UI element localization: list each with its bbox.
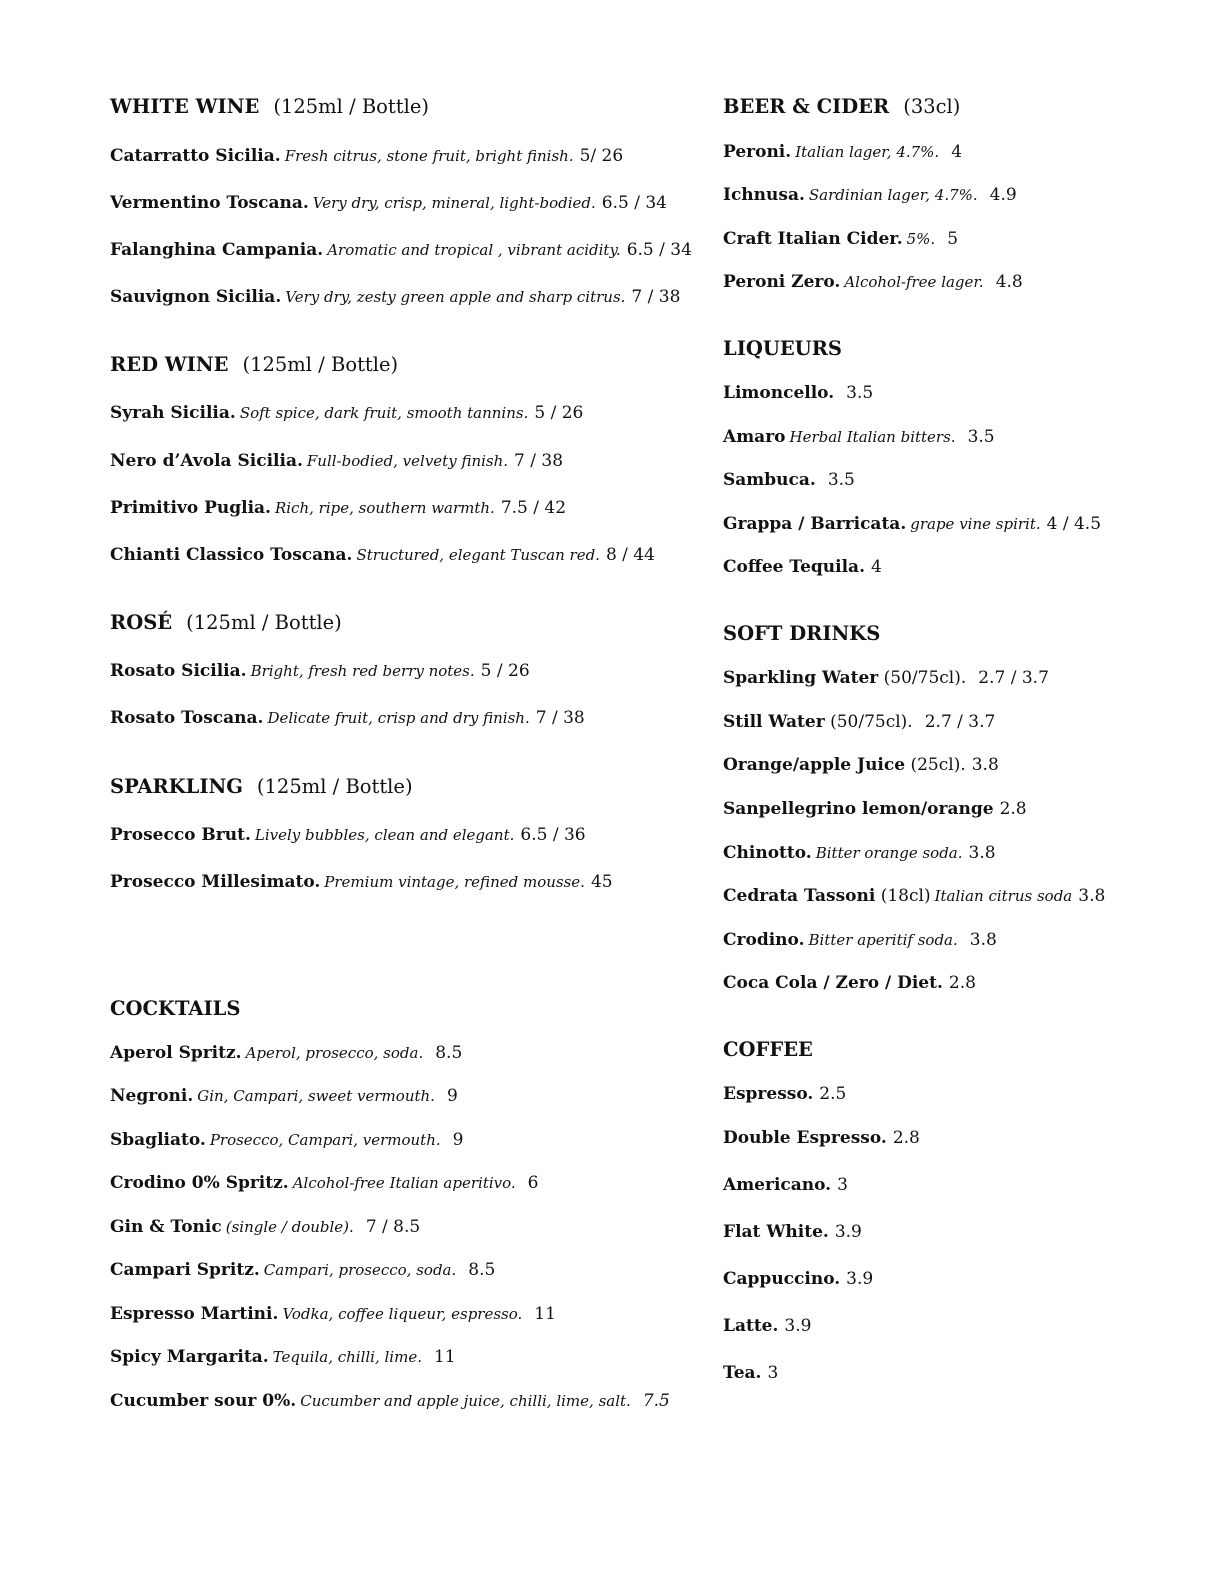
item-price: 4.9 xyxy=(989,185,1017,205)
item-name: Chinotto. xyxy=(723,843,812,863)
item-price: 4.8 xyxy=(995,272,1023,292)
menu-item xyxy=(110,239,692,261)
item-description: Sardinian lager, 4.7%. xyxy=(808,186,978,204)
menu-item xyxy=(723,1083,846,1105)
item-description: Bitter orange soda. xyxy=(815,844,963,862)
section-heading xyxy=(110,353,398,377)
section-heading xyxy=(723,337,842,361)
menu-item xyxy=(723,271,1023,293)
item-name: Prosecco Brut. xyxy=(110,825,251,845)
menu-item xyxy=(723,228,958,250)
item-name: Flat White. xyxy=(723,1222,829,1242)
section-title: RED WINE xyxy=(110,353,229,376)
item-size: (50/75cl). xyxy=(883,668,967,688)
item-name: Coca Cola / Zero / Diet. xyxy=(723,973,943,993)
item-description: Italian citrus soda xyxy=(934,887,1073,905)
menu-item xyxy=(110,1172,538,1194)
item-description: Aperol, prosecco, soda. xyxy=(245,1044,424,1062)
item-name: Grappa / Barricata. xyxy=(723,514,907,534)
item-price: 7.5 xyxy=(642,1391,670,1411)
item-description: Soft spice, dark fruit, smooth tannins. xyxy=(239,404,529,422)
item-description: grape vine spirit. xyxy=(910,515,1041,533)
item-size: (25cl). xyxy=(910,755,966,775)
item-price: 11 xyxy=(534,1304,556,1324)
item-name: Nero d’Avola Sicilia. xyxy=(110,451,303,471)
item-name: Negroni. xyxy=(110,1086,194,1106)
item-name: Limoncello. xyxy=(723,383,835,403)
item-price: 3.8 xyxy=(968,843,996,863)
item-price: 3.8 xyxy=(1078,886,1106,906)
item-description: 5%. xyxy=(906,230,936,248)
item-price: 9 xyxy=(452,1130,464,1150)
item-price: 6.5 / 36 xyxy=(520,825,586,845)
menu-item xyxy=(110,660,530,682)
item-name: Orange/apple Juice xyxy=(723,755,906,775)
item-description: Aromatic and tropical , vibrant acidity. xyxy=(327,241,621,259)
item-name: Americano. xyxy=(723,1175,832,1195)
section-note: (125ml / Bottle) xyxy=(186,611,342,634)
item-name: Catarratto Sicilia. xyxy=(110,146,281,166)
item-name: Peroni. xyxy=(723,142,792,162)
menu-item xyxy=(110,145,623,167)
item-name: Craft Italian Cider. xyxy=(723,229,903,249)
item-price: 2.7 / 3.7 xyxy=(978,668,1049,688)
section-heading xyxy=(723,1038,813,1062)
menu-item xyxy=(723,469,855,491)
menu-item xyxy=(110,1216,420,1238)
item-price: 2.8 xyxy=(999,799,1027,819)
menu-item xyxy=(723,513,1101,535)
item-price: 3 xyxy=(837,1175,848,1195)
item-description: Bitter aperitif soda. xyxy=(808,931,958,949)
section-title: COFFEE xyxy=(723,1038,813,1061)
item-price: 3.5 xyxy=(967,427,995,447)
item-name: Sparkling Water xyxy=(723,668,879,688)
item-name: Tea. xyxy=(723,1363,762,1383)
section-note: (125ml / Bottle) xyxy=(273,95,429,118)
item-price: 7 / 8.5 xyxy=(365,1217,421,1237)
menu-item xyxy=(723,1221,862,1243)
section-title: BEER & CIDER xyxy=(723,95,890,118)
menu-item xyxy=(723,1315,811,1337)
section-heading xyxy=(110,997,240,1021)
menu-item xyxy=(723,1174,848,1196)
item-description: Fresh citrus, stone fruit, bright finish. xyxy=(284,147,574,165)
menu-item xyxy=(110,402,583,424)
item-price: 8 / 44 xyxy=(605,545,655,565)
item-name: Falanghina Campania. xyxy=(110,240,324,260)
item-price: 8.5 xyxy=(435,1043,463,1063)
item-name: Sambuca. xyxy=(723,470,816,490)
section-title: LIQUEURS xyxy=(723,337,842,360)
item-name: Rosato Sicilia. xyxy=(110,661,247,681)
item-price: 3 xyxy=(767,1363,779,1383)
item-name: Rosato Toscana. xyxy=(110,708,264,728)
item-price: 5 xyxy=(947,229,959,249)
menu-item xyxy=(723,972,976,994)
item-price: 2.7 / 3.7 xyxy=(924,712,996,732)
item-price: 3.5 xyxy=(846,383,874,403)
item-name: Sanpellegrino lemon/orange xyxy=(723,799,994,819)
item-name: Aperol Spritz. xyxy=(110,1043,242,1063)
menu-item xyxy=(110,1042,462,1064)
menu-item xyxy=(723,184,1017,206)
item-price: 6.5 / 34 xyxy=(601,193,667,213)
menu-item xyxy=(723,382,873,404)
menu-item xyxy=(723,885,1105,907)
section-note: (33cl) xyxy=(903,95,961,118)
item-name: Espresso. xyxy=(723,1084,814,1104)
item-name: Peroni Zero. xyxy=(723,272,841,292)
menu-item xyxy=(723,711,995,733)
section-title: COCKTAILS xyxy=(110,997,241,1020)
menu-item xyxy=(110,192,667,214)
menu-item xyxy=(110,1129,463,1151)
item-name: Crodino 0% Spritz. xyxy=(110,1173,289,1193)
item-name: Chianti Classico Toscana. xyxy=(110,545,353,565)
item-description: Italian lager, 4.7%. xyxy=(795,143,940,161)
item-price: 4 / 4.5 xyxy=(1046,514,1102,534)
menu-item xyxy=(110,871,613,893)
menu-item xyxy=(110,497,566,519)
section-title: SOFT DRINKS xyxy=(723,622,881,645)
item-price: 3.9 xyxy=(834,1222,862,1242)
item-description: Alcohol-free lager. xyxy=(844,273,984,291)
item-price: 6 xyxy=(527,1173,539,1193)
item-description: Structured, elegant Tuscan red. xyxy=(356,546,600,564)
item-description: Gin, Campari, sweet vermouth. xyxy=(197,1087,435,1105)
item-description: Prosecco, Campari, vermouth. xyxy=(209,1131,441,1149)
item-name: Coffee Tequila. xyxy=(723,557,865,577)
menu-item xyxy=(723,1127,920,1149)
item-description: Very dry, crisp, mineral, light-bodied. xyxy=(312,194,596,212)
menu-item xyxy=(723,556,882,578)
item-description: Rich, ripe, southern warmth. xyxy=(274,499,495,517)
menu-item xyxy=(723,842,996,864)
item-price: 5 / 26 xyxy=(480,661,530,681)
menu-item xyxy=(723,754,999,776)
section-title: SPARKLING xyxy=(110,775,243,798)
menu-item xyxy=(110,544,655,566)
menu-item xyxy=(110,1259,495,1281)
section-heading xyxy=(110,775,413,799)
item-description: Campari, prosecco, soda. xyxy=(263,1261,457,1279)
item-name: Still Water xyxy=(723,712,825,732)
item-price: 8.5 xyxy=(468,1260,496,1280)
item-name: Double Espresso. xyxy=(723,1128,887,1148)
item-name: Cucumber sour 0%. xyxy=(110,1391,297,1411)
item-price: 2.8 xyxy=(892,1128,920,1148)
section-title: ROSÉ xyxy=(110,611,173,634)
section-heading xyxy=(110,611,342,635)
item-description: Very dry, zesty green apple and sharp citrus. xyxy=(285,288,626,306)
section-note: (125ml / Bottle) xyxy=(242,353,399,376)
menu-item xyxy=(723,1268,873,1290)
item-price: 3.8 xyxy=(969,930,997,950)
item-description: Tequila, chilli, lime. xyxy=(272,1348,422,1366)
item-description: (single / double). xyxy=(225,1218,354,1236)
item-name: Cedrata Tassoni xyxy=(723,886,876,906)
menu-item xyxy=(723,798,1027,820)
item-name: Crodino. xyxy=(723,930,805,950)
menu-item xyxy=(110,1390,670,1412)
item-price: 3.8 xyxy=(971,755,999,775)
item-description: Premium vintage, refined mousse. xyxy=(324,873,585,891)
item-name: Amaro xyxy=(723,427,786,447)
item-price: 5 / 26 xyxy=(534,403,584,423)
menu-item xyxy=(723,929,997,951)
item-price: 3.9 xyxy=(784,1316,812,1336)
item-price: 2.8 xyxy=(948,973,976,993)
item-description: Alcohol-free Italian aperitivo. xyxy=(292,1174,516,1192)
item-price: 7.5 / 42 xyxy=(500,498,567,518)
item-name: Sauvignon Sicilia. xyxy=(110,287,282,307)
item-price: 6.5 / 34 xyxy=(626,240,692,260)
item-name: Campari Spritz. xyxy=(110,1260,260,1280)
item-price: 3.9 xyxy=(846,1269,874,1289)
item-name: Cappuccino. xyxy=(723,1269,841,1289)
menu-item xyxy=(110,286,680,308)
item-description: Vodka, coffee liqueur, espresso. xyxy=(282,1305,523,1323)
menu-item xyxy=(110,450,563,472)
item-price: 11 xyxy=(433,1347,456,1367)
item-name: Latte. xyxy=(723,1316,779,1336)
item-price: 45 xyxy=(590,872,613,892)
menu-item xyxy=(723,1362,778,1384)
item-description: Bright, fresh red berry notes. xyxy=(250,662,475,680)
menu-item xyxy=(110,707,585,729)
section-title: WHITE WINE xyxy=(110,95,260,118)
menu-item xyxy=(110,1303,556,1325)
menu-item xyxy=(110,1085,458,1107)
section-note: (125ml / Bottle) xyxy=(256,775,413,798)
item-price: 4 xyxy=(871,557,882,577)
item-price: 3.5 xyxy=(827,470,855,490)
section-heading xyxy=(723,622,880,646)
menu-item xyxy=(723,667,1049,689)
item-name: Prosecco Millesimato. xyxy=(110,872,321,892)
item-name: Ichnusa. xyxy=(723,185,805,205)
item-price: 5/ 26 xyxy=(579,146,624,166)
item-price: 9 xyxy=(446,1086,458,1106)
item-name: Espresso Martini. xyxy=(110,1304,279,1324)
item-name: Primitivo Puglia. xyxy=(110,498,271,518)
item-name: Sbagliato. xyxy=(110,1130,206,1150)
menu-item xyxy=(723,426,995,448)
item-price: 7 / 38 xyxy=(514,451,564,471)
item-price: 7 / 38 xyxy=(631,287,681,307)
item-description: Cucumber and apple juice, chilli, lime, salt. xyxy=(300,1392,631,1410)
item-price: 7 / 38 xyxy=(535,708,585,728)
menu-item xyxy=(110,1346,456,1368)
menu-item xyxy=(723,141,962,163)
item-name: Spicy Margarita. xyxy=(110,1347,269,1367)
item-price: 2.5 xyxy=(819,1084,847,1104)
item-price: 4 xyxy=(951,142,963,162)
item-description: Lively bubbles, clean and elegant. xyxy=(254,826,515,844)
item-name: Syrah Sicilia. xyxy=(110,403,236,423)
item-description: Delicate fruit, crisp and dry finish. xyxy=(267,709,530,727)
item-size: (18cl) xyxy=(880,886,931,906)
item-description: Full-bodied, velvety finish. xyxy=(306,452,509,470)
menu-item xyxy=(110,824,586,846)
section-heading xyxy=(110,95,429,119)
item-name: Vermentino Toscana. xyxy=(110,193,309,213)
item-size: (50/75cl). xyxy=(830,712,913,732)
item-name: Gin & Tonic xyxy=(110,1217,222,1237)
section-heading xyxy=(723,95,960,119)
item-description: Herbal Italian bitters. xyxy=(789,428,956,446)
